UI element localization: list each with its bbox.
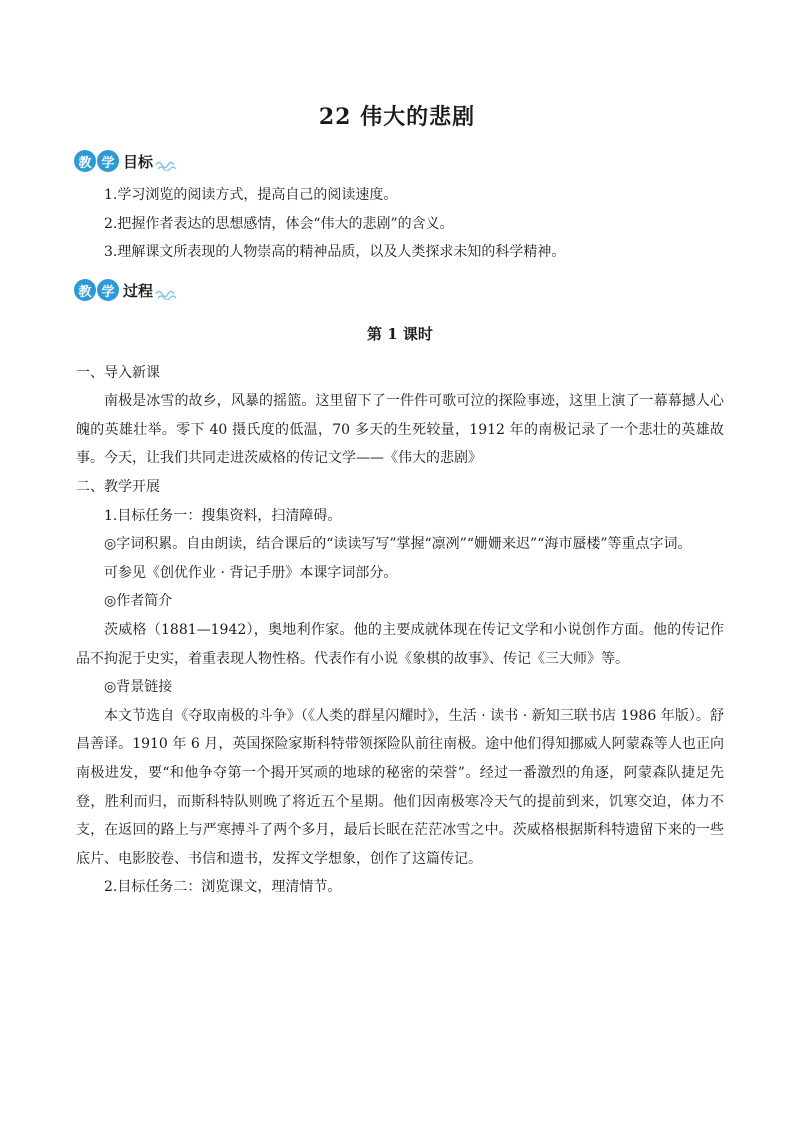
- author-heading: ◎作者简介: [104, 593, 173, 610]
- part2-heading: 二、教学开展: [76, 478, 160, 495]
- wave-decoration-icon: [155, 288, 177, 300]
- task2-line: 2.目标任务二：浏览课文，理清情节。: [104, 879, 342, 896]
- author-paragraph: 茨威格（1881—1942），奥地利作家。他的主要成就体现在传记文学和小说创作方面。他的传记作品不拘泥于史实，着重表现人物性格。代表作有小说《象棋的故事》、传记《三大师》等。: [76, 621, 724, 667]
- background-heading: ◎背景链接: [104, 679, 173, 696]
- lesson-body: [76, 320, 724, 902]
- process-heading-label: 过程: [123, 281, 154, 300]
- goals-list: [76, 181, 724, 267]
- badge-char-1: 教: [74, 150, 96, 172]
- process-badge: [74, 279, 120, 301]
- goal-item: 2.把握作者表达的思想感情，体会“伟大的悲剧”的含义。: [104, 215, 454, 232]
- goals-badge: [74, 150, 120, 172]
- page-title: 22 伟大的悲剧: [318, 104, 476, 130]
- part1-paragraph: 南极是冰雪的故乡，风暴的摇篮。这里留下了一件件可歌可泣的探险事迹，这里上演了一幕幕撼人心魄的英雄壮举。零下 40 摄氏度的低温，70 多天的生死较量，1912 年的南极记录了一个悲壮的英雄故事。今天，让我们共同走进茨威格的传记文学——《伟大的悲剧》: [76, 393, 724, 467]
- goals-heading-label: 目标: [123, 152, 154, 171]
- goal-item: 1.学习浏览的阅读方式，提高自己的阅读速度。: [104, 187, 398, 203]
- badge-char-2: 学: [97, 150, 119, 172]
- badge-char-1: 教: [74, 279, 96, 301]
- badge-char-2: 学: [97, 279, 119, 301]
- goals-heading: [74, 148, 177, 174]
- part1-heading: 一、导入新课: [76, 364, 160, 381]
- lesson-title: 第 1 课时: [367, 325, 433, 343]
- wave-decoration-icon: [155, 159, 177, 171]
- background-paragraph: 本文节选自《夺取南极的斗争》（《人类的群星闪耀时》，生活 · 读书 · 新知三联书店 1986 年版）。舒昌善译。1910 年 6 月，英国探险家斯科特带领探险队前往南极。途中他们得知挪威人阿蒙森等人也正向南极进发，要“和他争夺第一个揭开冥顽的地球的秘密的荣誉”。经过一番激烈的角逐，阿蒙森队捷足先登，胜利而归，而斯科特队则晚了将近五个星期。他们因南极寒冷天气的提前到来，饥寒交迫，体力不支，在返回的路上与严寒搏斗了两个多月，最后长眠在茫茫冰雪之中。茨威格根据斯科特遗留下来的一些底片、电影胶卷、书信和遗书，发挥文学想象，创作了这篇传记。: [76, 707, 724, 867]
- reference-paragraph: 可参见《创优作业 · 背记手册》本课字词部分。: [104, 564, 398, 581]
- task1-line: 1.目标任务一：搜集资料，扫清障碍。: [104, 507, 342, 524]
- vocab-paragraph: ◎字词积累。自由朗读，结合课后的“读读写写”掌握“凛冽”“姗姗来迟”“海市蜃楼”等重点字词。: [104, 536, 692, 553]
- process-heading: [74, 277, 177, 303]
- goal-item: 3.理解课文所表现的人物崇高的精神品质，以及人类探求未知的科学精神。: [104, 244, 566, 261]
